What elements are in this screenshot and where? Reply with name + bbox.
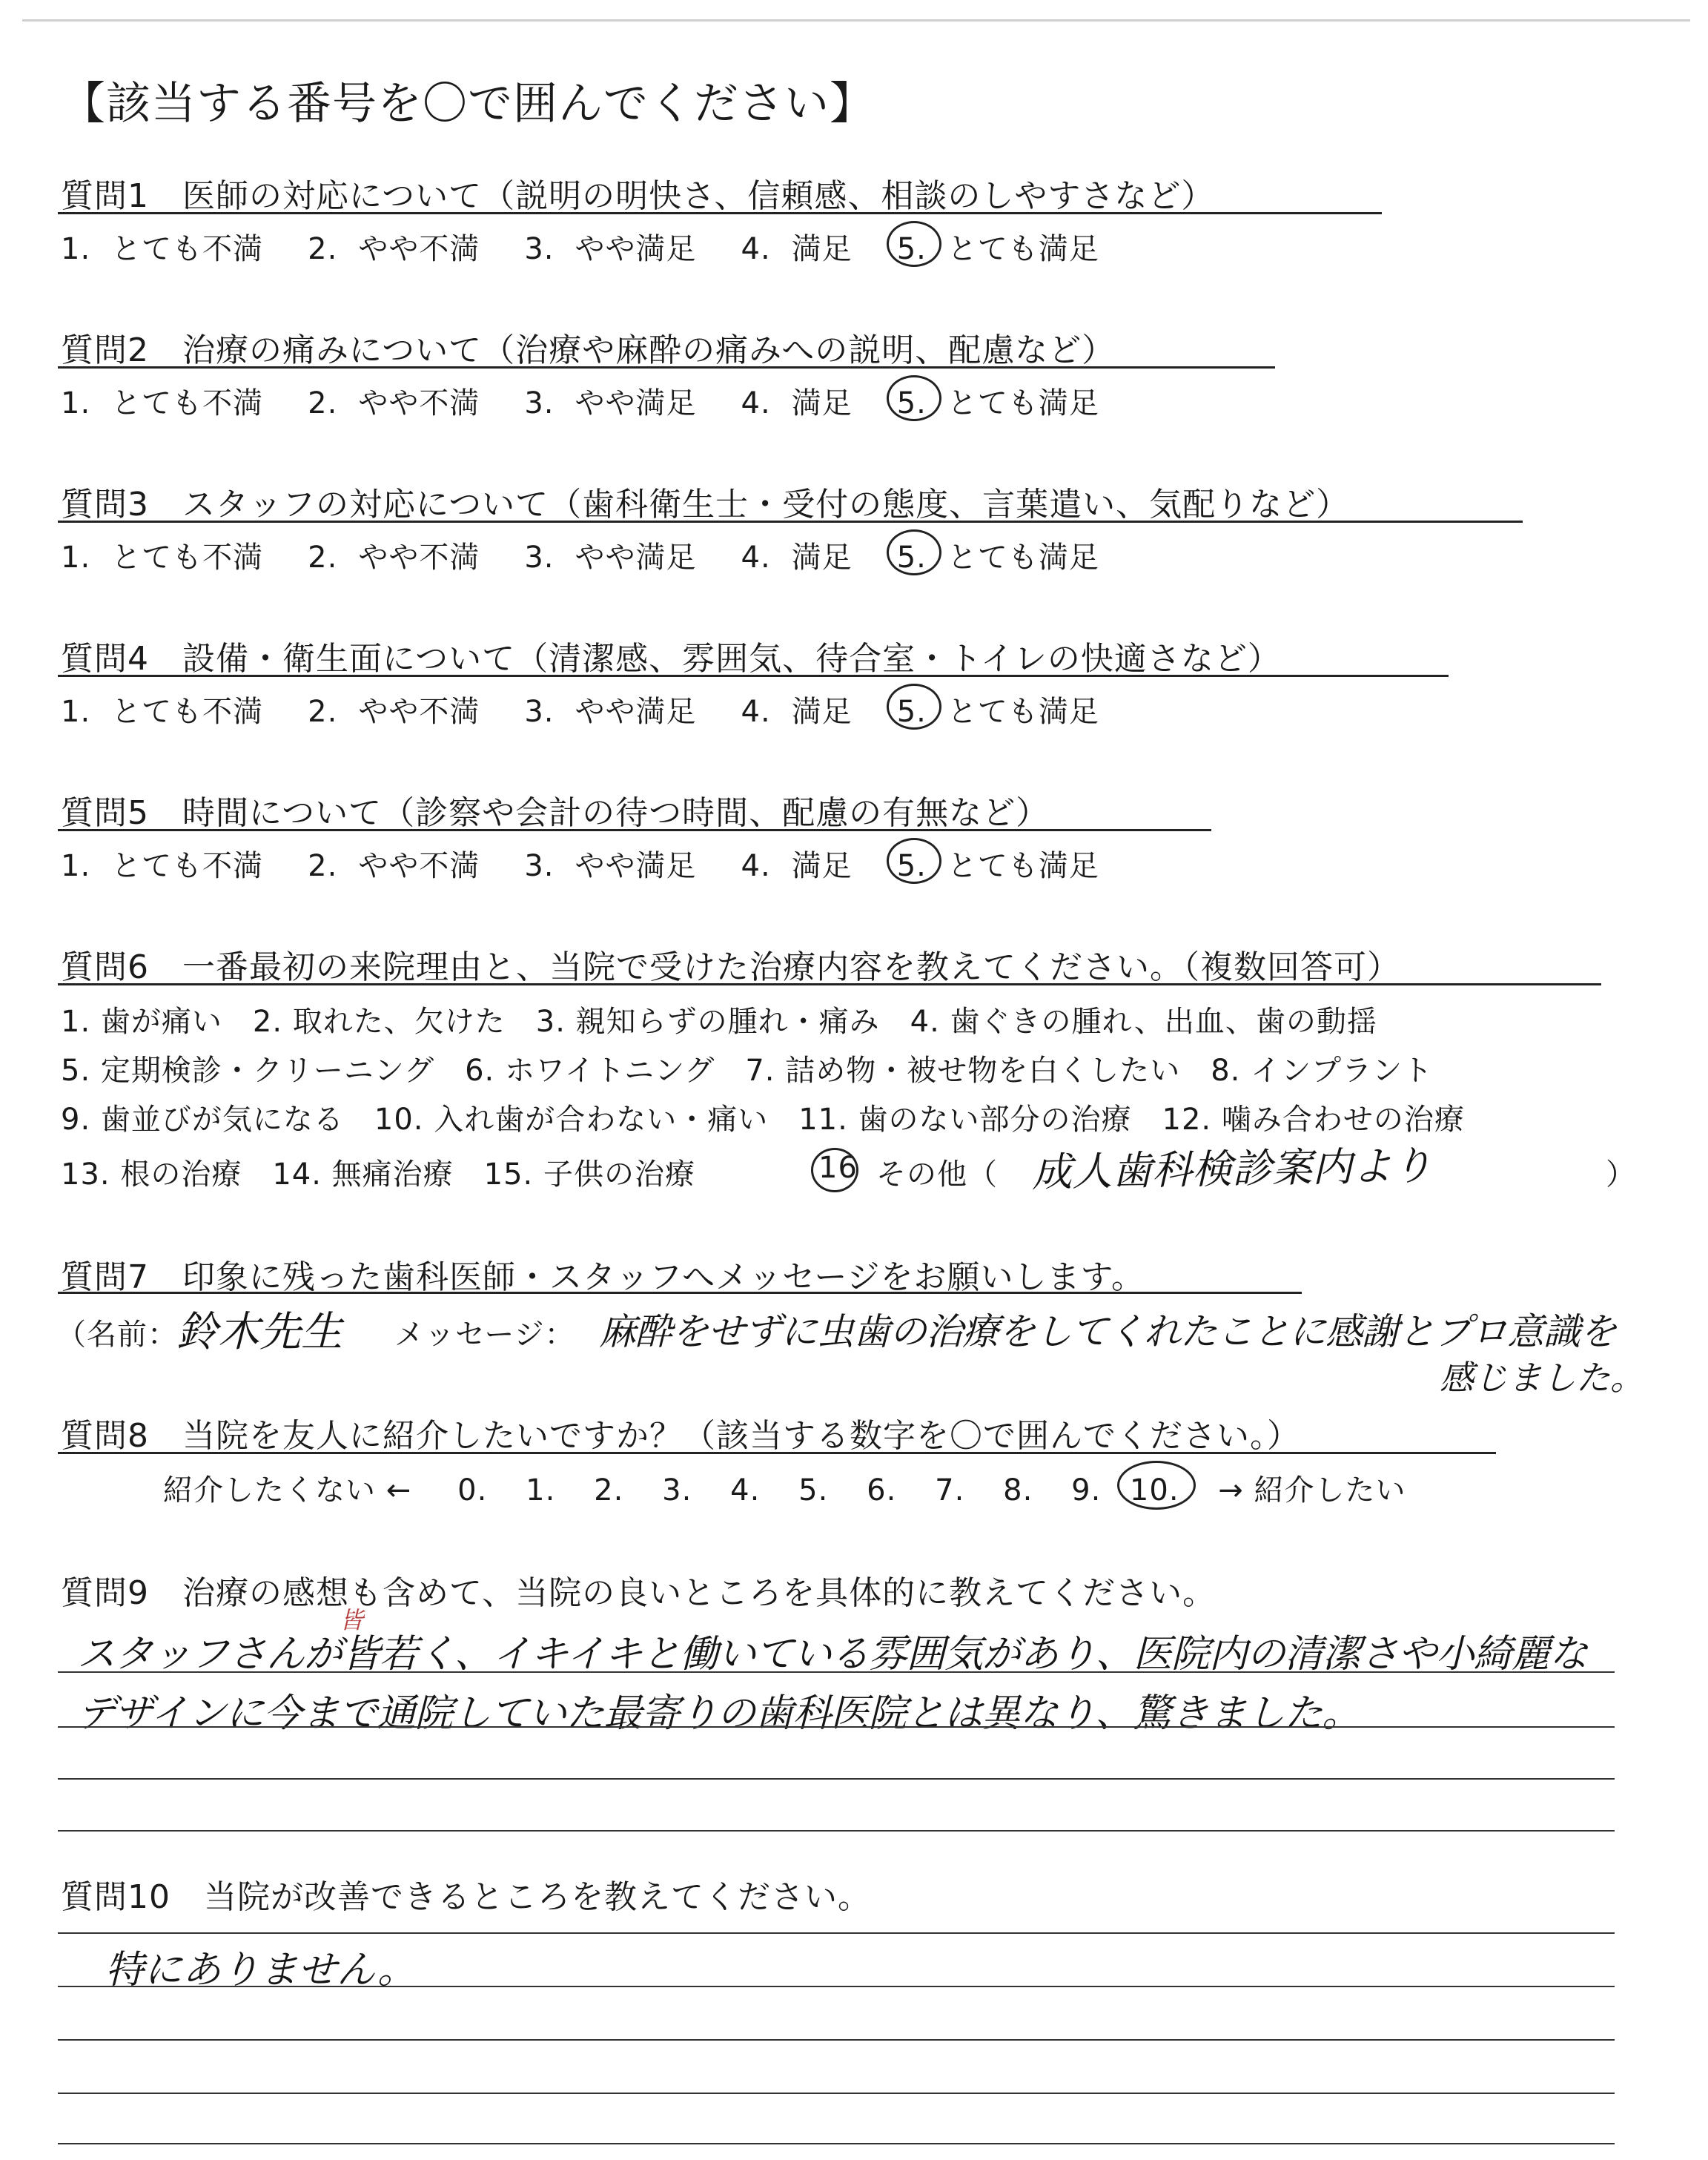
q2-title-underline [58,366,1275,369]
q1-rating-options [61,225,1144,268]
rating-option-number[interactable]: 3. [524,541,555,575]
q8-scale-item[interactable]: 2. [594,1473,624,1507]
rating-option-label[interactable]: とても満足 [947,849,1099,883]
q9-title: 質問9 治療の感想も含めて、当院の良いところを具体的に教えてください。 [61,1574,1217,1612]
q8-scale-item[interactable]: 9. [1071,1473,1102,1507]
q4-title-underline [58,675,1449,677]
q1-title-underline [58,212,1382,214]
rating-option-number[interactable]: 5. [896,386,927,420]
rating-option-label[interactable]: とても不満 [111,695,264,729]
q7-name-handwritten[interactable]: 鈴木先生 [176,1308,342,1356]
q8-right-label: → 紹介したい [1218,1473,1406,1507]
q5-selection-circle [887,838,941,884]
q10-answer-rule-5 [58,2143,1615,2144]
rating-option-number[interactable]: 2. [308,695,338,729]
q4-selection-circle [887,684,941,730]
rating-option-number[interactable]: 3. [524,386,555,420]
rating-option-number[interactable]: 3. [524,849,555,883]
q1-selection-circle [887,221,941,267]
rating-option-label[interactable]: とても満足 [947,232,1099,266]
rating-option-number[interactable]: 4. [741,232,771,266]
rating-option-label[interactable]: 満足 [791,541,853,575]
q9-red-correction-mark: 皆 [340,1606,364,1634]
q5-title-underline [58,829,1211,831]
rating-option-number[interactable]: 4. [741,386,771,420]
rating-option-label[interactable]: とても不満 [111,386,264,420]
q6-other-label: その他（ [876,1157,998,1192]
q3-title-underline [58,521,1523,523]
q4-title: 質問4 設備・衛生面について（清潔感、雰囲気、待合室・トイレの快適さなど） [61,640,1281,678]
rating-option-label[interactable]: やや満足 [575,695,697,729]
rating-option-number[interactable]: 1. [61,386,91,420]
q5-rating-options [61,842,1144,885]
q3-selection-circle [887,529,941,575]
q6-option-16-number[interactable]: 16 [818,1151,858,1185]
q10-answer-handwritten[interactable]: 特にありません。 [105,1948,417,1992]
q6-other-handwritten[interactable]: 成人歯科検診案内より [1031,1142,1433,1196]
q6-title-underline [58,983,1601,985]
q10-answer-rule-1 [58,1932,1615,1934]
rating-option-label[interactable]: やや不満 [358,849,480,883]
q6-options-row-2: 5. 定期検診・クリーニング 6. ホワイトニング 7. 詰め物・被せ物を白くしたい 8. インプラント [61,1054,1434,1088]
rating-option-number[interactable]: 2. [308,541,338,575]
q3-rating-options [61,534,1144,576]
q2-rating-options [61,380,1144,422]
q8-title: 質問8 当院を友人に紹介したいですか？（該当する数字を〇で囲んでください。） [61,1417,1300,1455]
q7-message-handwritten-line-2[interactable]: 感じました。 [1440,1358,1644,1398]
q8-scale-item[interactable]: 7. [935,1473,965,1507]
rating-option-number[interactable]: 4. [741,541,771,575]
q9-answer-rule-2 [58,1726,1615,1728]
q8-selection-circle [1117,1461,1196,1510]
q8-scale-item[interactable]: 1. [526,1473,556,1507]
q8-scale-item[interactable]: 3. [662,1473,692,1507]
rating-option-label[interactable]: 満足 [791,386,853,420]
q10-answer-rule-3 [58,2039,1615,2041]
q10-answer-rule-2 [58,1986,1615,1987]
q2-title: 質問2 治療の痛みについて（治療や麻酔の痛みへの説明、配慮など） [61,331,1116,369]
q10-title: 質問10 当院が改善できるところを教えてください。 [61,1878,871,1916]
rating-option-number[interactable]: 5. [896,541,927,575]
rating-option-label[interactable]: やや満足 [575,541,697,575]
rating-option-label[interactable]: とても不満 [111,232,264,266]
q8-scale-numbers [438,1473,1188,1507]
rating-option-label[interactable]: やや満足 [575,386,697,420]
rating-option-number[interactable]: 2. [308,232,338,266]
page-top-edge [22,19,1690,22]
q7-title-underline [58,1292,1302,1294]
q3-title: 質問3 スタッフの対応について（歯科衛生士・受付の態度、言葉遣い、気配りなど） [61,486,1350,524]
q2-selection-circle [887,375,941,421]
rating-option-number[interactable]: 2. [308,386,338,420]
rating-option-label[interactable]: やや不満 [358,386,480,420]
q7-message-handwritten-line-1[interactable]: 麻酔をせずに虫歯の治療をしてくれたことに感謝とプロ意識を [599,1310,1616,1353]
q8-scale-item[interactable]: 6. [867,1473,897,1507]
rating-option-number[interactable]: 3. [524,695,555,729]
rating-option-label[interactable]: とても不満 [111,541,264,575]
q1-title: 質問1 医師の対応について（説明の明快さ、信頼感、相談のしやすさなど） [61,177,1215,215]
q8-scale-item[interactable]: 8. [1003,1473,1033,1507]
rating-option-number[interactable]: 5. [896,695,927,729]
q9-answer-rule-1 [58,1671,1615,1673]
q6-options-row-1: 1. 歯が痛い 2. 取れた、欠けた 3. 親知らずの腫れ・痛み 4. 歯ぐきの腫れ、出血、歯の動揺 [61,1005,1377,1039]
rating-option-label[interactable]: やや不満 [358,232,480,266]
q6-other-close: ） [1606,1157,1636,1192]
rating-option-label[interactable]: とても満足 [947,386,1099,420]
q8-scale-item[interactable]: 0. [457,1473,488,1507]
q6-options-row-3: 9. 歯並びが気になる 10. 入れ歯が合わない・痛い 11. 歯のない部分の治療 12. 噛み合わせの治療 [61,1103,1465,1137]
rating-option-label[interactable]: やや満足 [575,232,697,266]
q7-message-label: メッセージ： [394,1318,575,1352]
q9-answer-rule-4 [58,1830,1615,1832]
q9-answer-handwritten-line-2[interactable]: デザインに今まで通院していた最寄りの歯科医院とは異なり、驚きました。 [77,1691,1360,1736]
rating-option-number[interactable]: 4. [741,695,771,729]
rating-option-label[interactable]: とても満足 [947,695,1099,729]
rating-option-label[interactable]: とても満足 [947,541,1099,575]
q8-title-underline [58,1452,1496,1454]
q6-title: 質問6 一番最初の来院理由と、当院で受けた治療内容を教えてください。（複数回答可） [61,948,1400,986]
q8-scale-row [163,1467,1406,1509]
rating-option-label[interactable]: 満足 [791,695,853,729]
rating-option-number[interactable]: 1. [61,232,91,266]
rating-option-number[interactable]: 1. [61,849,91,883]
rating-option-label[interactable]: やや満足 [575,849,697,883]
rating-option-number[interactable]: 3. [524,232,555,266]
form-instruction-header: 【該当する番号を〇で囲んでください】 [61,78,875,130]
rating-option-number[interactable]: 2. [308,849,338,883]
rating-option-number[interactable]: 5. [896,849,927,883]
q4-rating-options [61,688,1144,730]
q8-scale-item[interactable]: 5. [798,1473,829,1507]
q8-scale-item[interactable]: 4. [730,1473,761,1507]
rating-option-label[interactable]: 満足 [791,849,853,883]
rating-option-number[interactable]: 5. [896,232,927,266]
q9-answer-handwritten-line-1[interactable]: スタッフさんが皆若く、イキイキと働いている雰囲気があり、医院内の清潔さや小綺麗な [77,1632,1587,1677]
q5-title: 質問5 時間について（診察や会計の待つ時間、配慮の有無など） [61,794,1050,832]
q10-answer-rule-4 [58,2093,1615,2094]
rating-option-number[interactable]: 1. [61,541,91,575]
rating-option-number[interactable]: 4. [741,849,771,883]
rating-option-label[interactable]: やや不満 [358,695,480,729]
q6-options-row-4-prefix[interactable]: 13. 根の治療 14. 無痛治療 15. 子供の治療 [61,1157,695,1192]
q9-answer-rule-3 [58,1778,1615,1780]
rating-option-label[interactable]: 満足 [791,232,853,266]
q8-left-label: 紹介したくない ← [163,1473,412,1507]
rating-option-number[interactable]: 1. [61,695,91,729]
q7-name-label: （名前： [56,1318,178,1352]
q6-selection-circle [811,1148,858,1192]
q8-scale-item[interactable]: 10. [1129,1473,1179,1507]
rating-option-label[interactable]: やや不満 [358,541,480,575]
rating-option-label[interactable]: とても不満 [111,849,264,883]
q7-title: 質問7 印象に残った歯科医師・スタッフへメッセージをお願いします。 [61,1258,1145,1296]
